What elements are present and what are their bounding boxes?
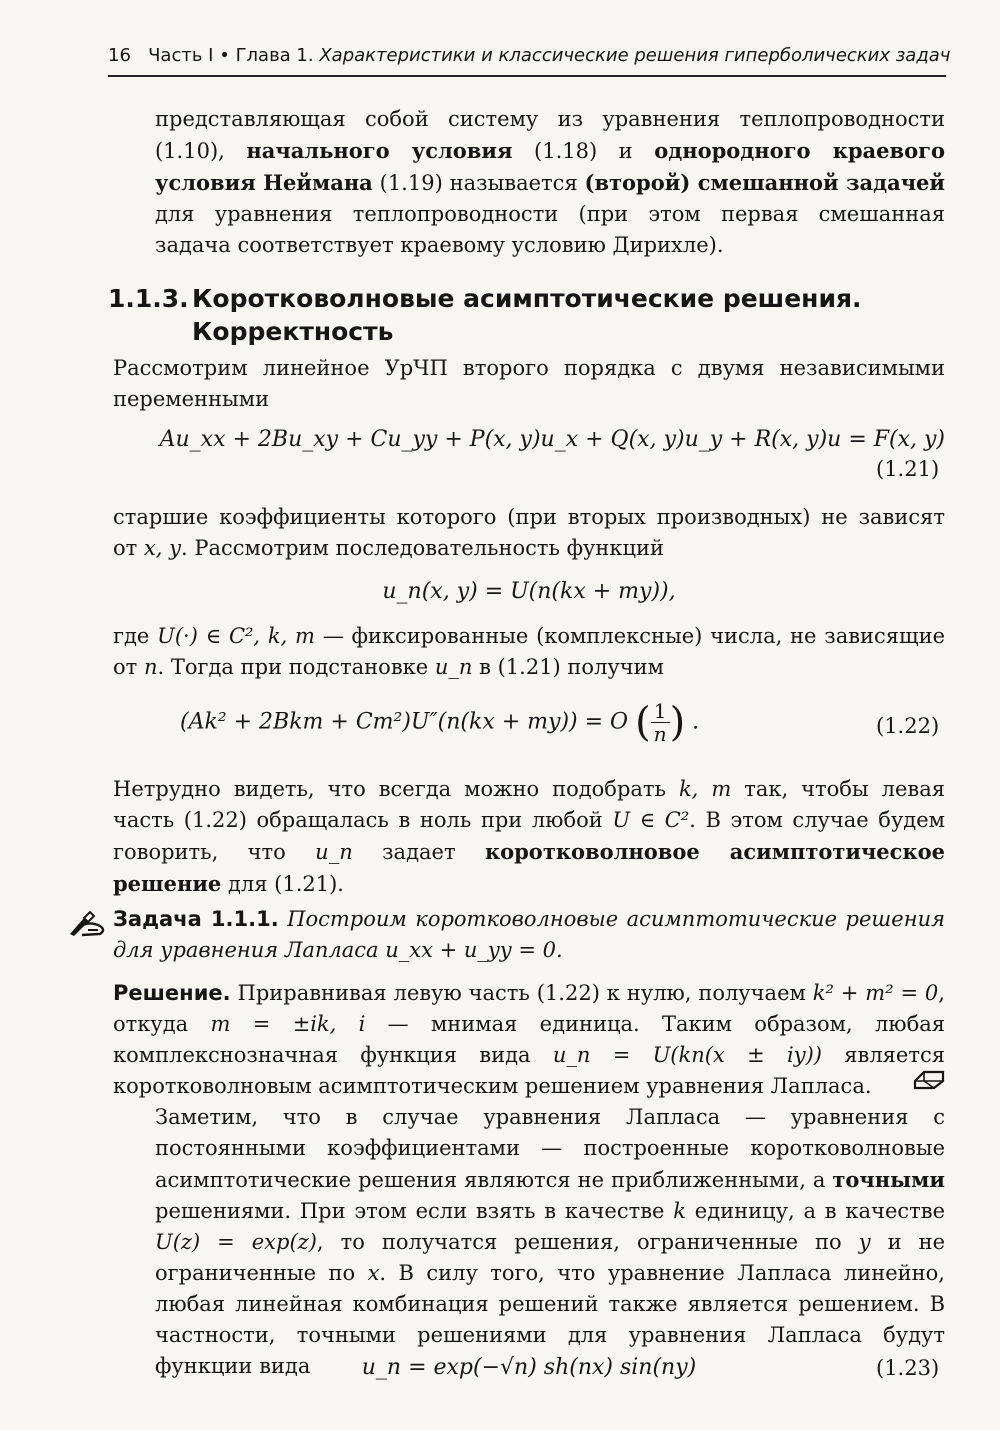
text-run: является коротковолновым асимптотическим решением уравнения Лапласа. [113, 1043, 945, 1098]
math-inline: u_n = U(kn(x ± iy)) [552, 1043, 822, 1067]
paragraph-exact-solutions [155, 1102, 945, 1382]
text-run: Заметим, что в случае уравнения Лапласа — уравнения с постоянными коэффициентами — построенные коротковолновые асимптотические решения являются не приближенными, а [155, 1105, 945, 1192]
text-run: Приравнивая левую часть (1.22) к нулю, получаем [230, 981, 813, 1005]
text-run: . Рассмотрим последовательность функций [181, 536, 665, 560]
paragraph-coefficients [113, 502, 945, 564]
equation-1-21: Au_xx + 2Bu_xy + Cu_yy + P(x, y)u_x + Q(x, y)u_y + R(x, y)u = F(x, y) [159, 427, 945, 452]
equation-lhs: (Ak² + 2Bkm + Cm²)U″(n(kx + my)) = O [180, 709, 629, 735]
task-1-1-1 [113, 904, 945, 966]
paragraph-substitution [113, 621, 945, 683]
math-inline: u_n [434, 655, 473, 679]
paren-open: ( [635, 699, 651, 746]
text-run: Рассмотрим линейное УрЧП второго порядка с двумя независимыми переменными [113, 356, 945, 411]
solution-paragraph [113, 978, 945, 1102]
text-run: — фиксированные (комплексные) числа, не зависящие от [113, 624, 945, 679]
section-heading [108, 282, 948, 348]
math-inline: x [367, 1261, 380, 1285]
bold-term: однородного краевого условия Неймана [155, 138, 945, 195]
text-run: задает [352, 840, 485, 864]
text-run: . В этом случае будем говорить, что [113, 808, 945, 864]
text-run: (1.19) называется [372, 171, 585, 195]
chapter-title: Характеристики и классические решения гиперболических задач [319, 45, 951, 66]
text-run: решениями. При этом если взять в качестве [155, 1199, 674, 1223]
paragraph-mixed-problem [155, 104, 945, 261]
math-inline: y [858, 1230, 871, 1254]
bold-term: точными [832, 1167, 945, 1192]
equation-number-1-21: (1.21) [876, 457, 940, 481]
bold-term: (второй) смешанной задачей [584, 170, 945, 195]
solution-label: Решение. [113, 981, 231, 1005]
text-run: . В силу того, что уравнение Лапласа линейно, любая линейная комбинация решений также является решением. В частности, точными решениями для уравнения Лапласа будут функции вида [155, 1261, 945, 1378]
bold-term: начального условия [246, 138, 513, 163]
paragraph-consider-pde [113, 353, 945, 415]
pencil-hand-icon [66, 908, 110, 938]
math-inline: m = ±ik, i [210, 1012, 366, 1036]
math-inline: U(z) = exp(z) [155, 1230, 317, 1254]
text-run: старшие коэффициенты которого (при вторых производных) не зависят от [113, 505, 945, 560]
running-header [108, 44, 950, 68]
fraction-numerator: 1 [651, 700, 670, 723]
paragraph-shortwave-definition [113, 774, 945, 900]
text-run: , откуда [113, 981, 945, 1036]
equation-1-22: (Ak² + 2Bkm + Cm²)U″(n(kx + my)) = O ( $\frac{1}{n}$ ) . [180, 699, 700, 746]
header-bullet: • [219, 45, 230, 66]
header-rule [108, 75, 946, 77]
math-inline: k [673, 1199, 686, 1223]
equation-sequence: u_n(x, y) = U(n(kx + my)), [382, 579, 676, 604]
fraction-denominator: n [653, 722, 667, 746]
equation-number-1-22: (1.22) [876, 714, 940, 738]
math-inline: U ∈ C² [612, 808, 690, 832]
section-title-line1: Коротковолновые асимптотические решения. [192, 284, 862, 313]
paren-close: ) [669, 699, 686, 746]
eraser-icon [912, 1068, 946, 1090]
equation-number-1-23: (1.23) [876, 1356, 940, 1380]
math-inline: k, m [678, 777, 732, 801]
text-run: представляющая собой систему из уравнения теплопроводности (1.10), [155, 107, 945, 163]
text-run: — мнимая единица. Таким образом, любая комплекснозначная функция вида [113, 1012, 945, 1067]
math-inline: U(·) ∈ C², k, m [157, 624, 315, 648]
text-run: где [113, 624, 158, 648]
math-inline: k² + m² = 0 [812, 981, 939, 1005]
section-number: 1.1.3. [108, 284, 189, 313]
equation-1-23: u_n = exp(−√n) sh(nx) sin(ny) [361, 1355, 697, 1380]
chapter-label: Глава 1. [235, 45, 314, 66]
section-title-line2: Корректность [192, 317, 394, 346]
task-label: Задача 1.1.1. [113, 907, 279, 931]
text-run: единицу, а в качестве [686, 1199, 945, 1223]
text-run: , то получатся решения, ограниченные по [316, 1230, 859, 1254]
text-run: в (1.21) получим [472, 655, 664, 679]
text-run: для (1.21). [221, 872, 344, 896]
task-formula: u_xx + u_yy = 0. [385, 938, 563, 962]
bold-term: коротковолновое асимптотическое решение [113, 839, 945, 896]
text-run: и не ограниченные по [155, 1230, 945, 1285]
math-inline: n [143, 655, 158, 679]
text-run: Нетрудно видеть, что всегда можно подобрать [113, 777, 679, 801]
text-run: так, чтобы левая часть (1.22) обращалась в ноль при любой [113, 777, 945, 832]
page-number: 16 [108, 45, 131, 66]
text-run: для уравнения теплопроводности (при этом первая смешанная задача соответствует краевому условию Дирихле). [155, 202, 945, 257]
text-run: (1.18) и [512, 139, 655, 163]
text-run: . Тогда при подстановке [157, 655, 435, 679]
math-inline: u_n [315, 840, 353, 864]
part-label: Часть I [148, 45, 214, 66]
task-text: Построим коротковолновые асимптотические решения для уравнения Лапласа [113, 907, 945, 962]
fraction [651, 700, 670, 745]
math-inline: x, y [143, 536, 181, 560]
